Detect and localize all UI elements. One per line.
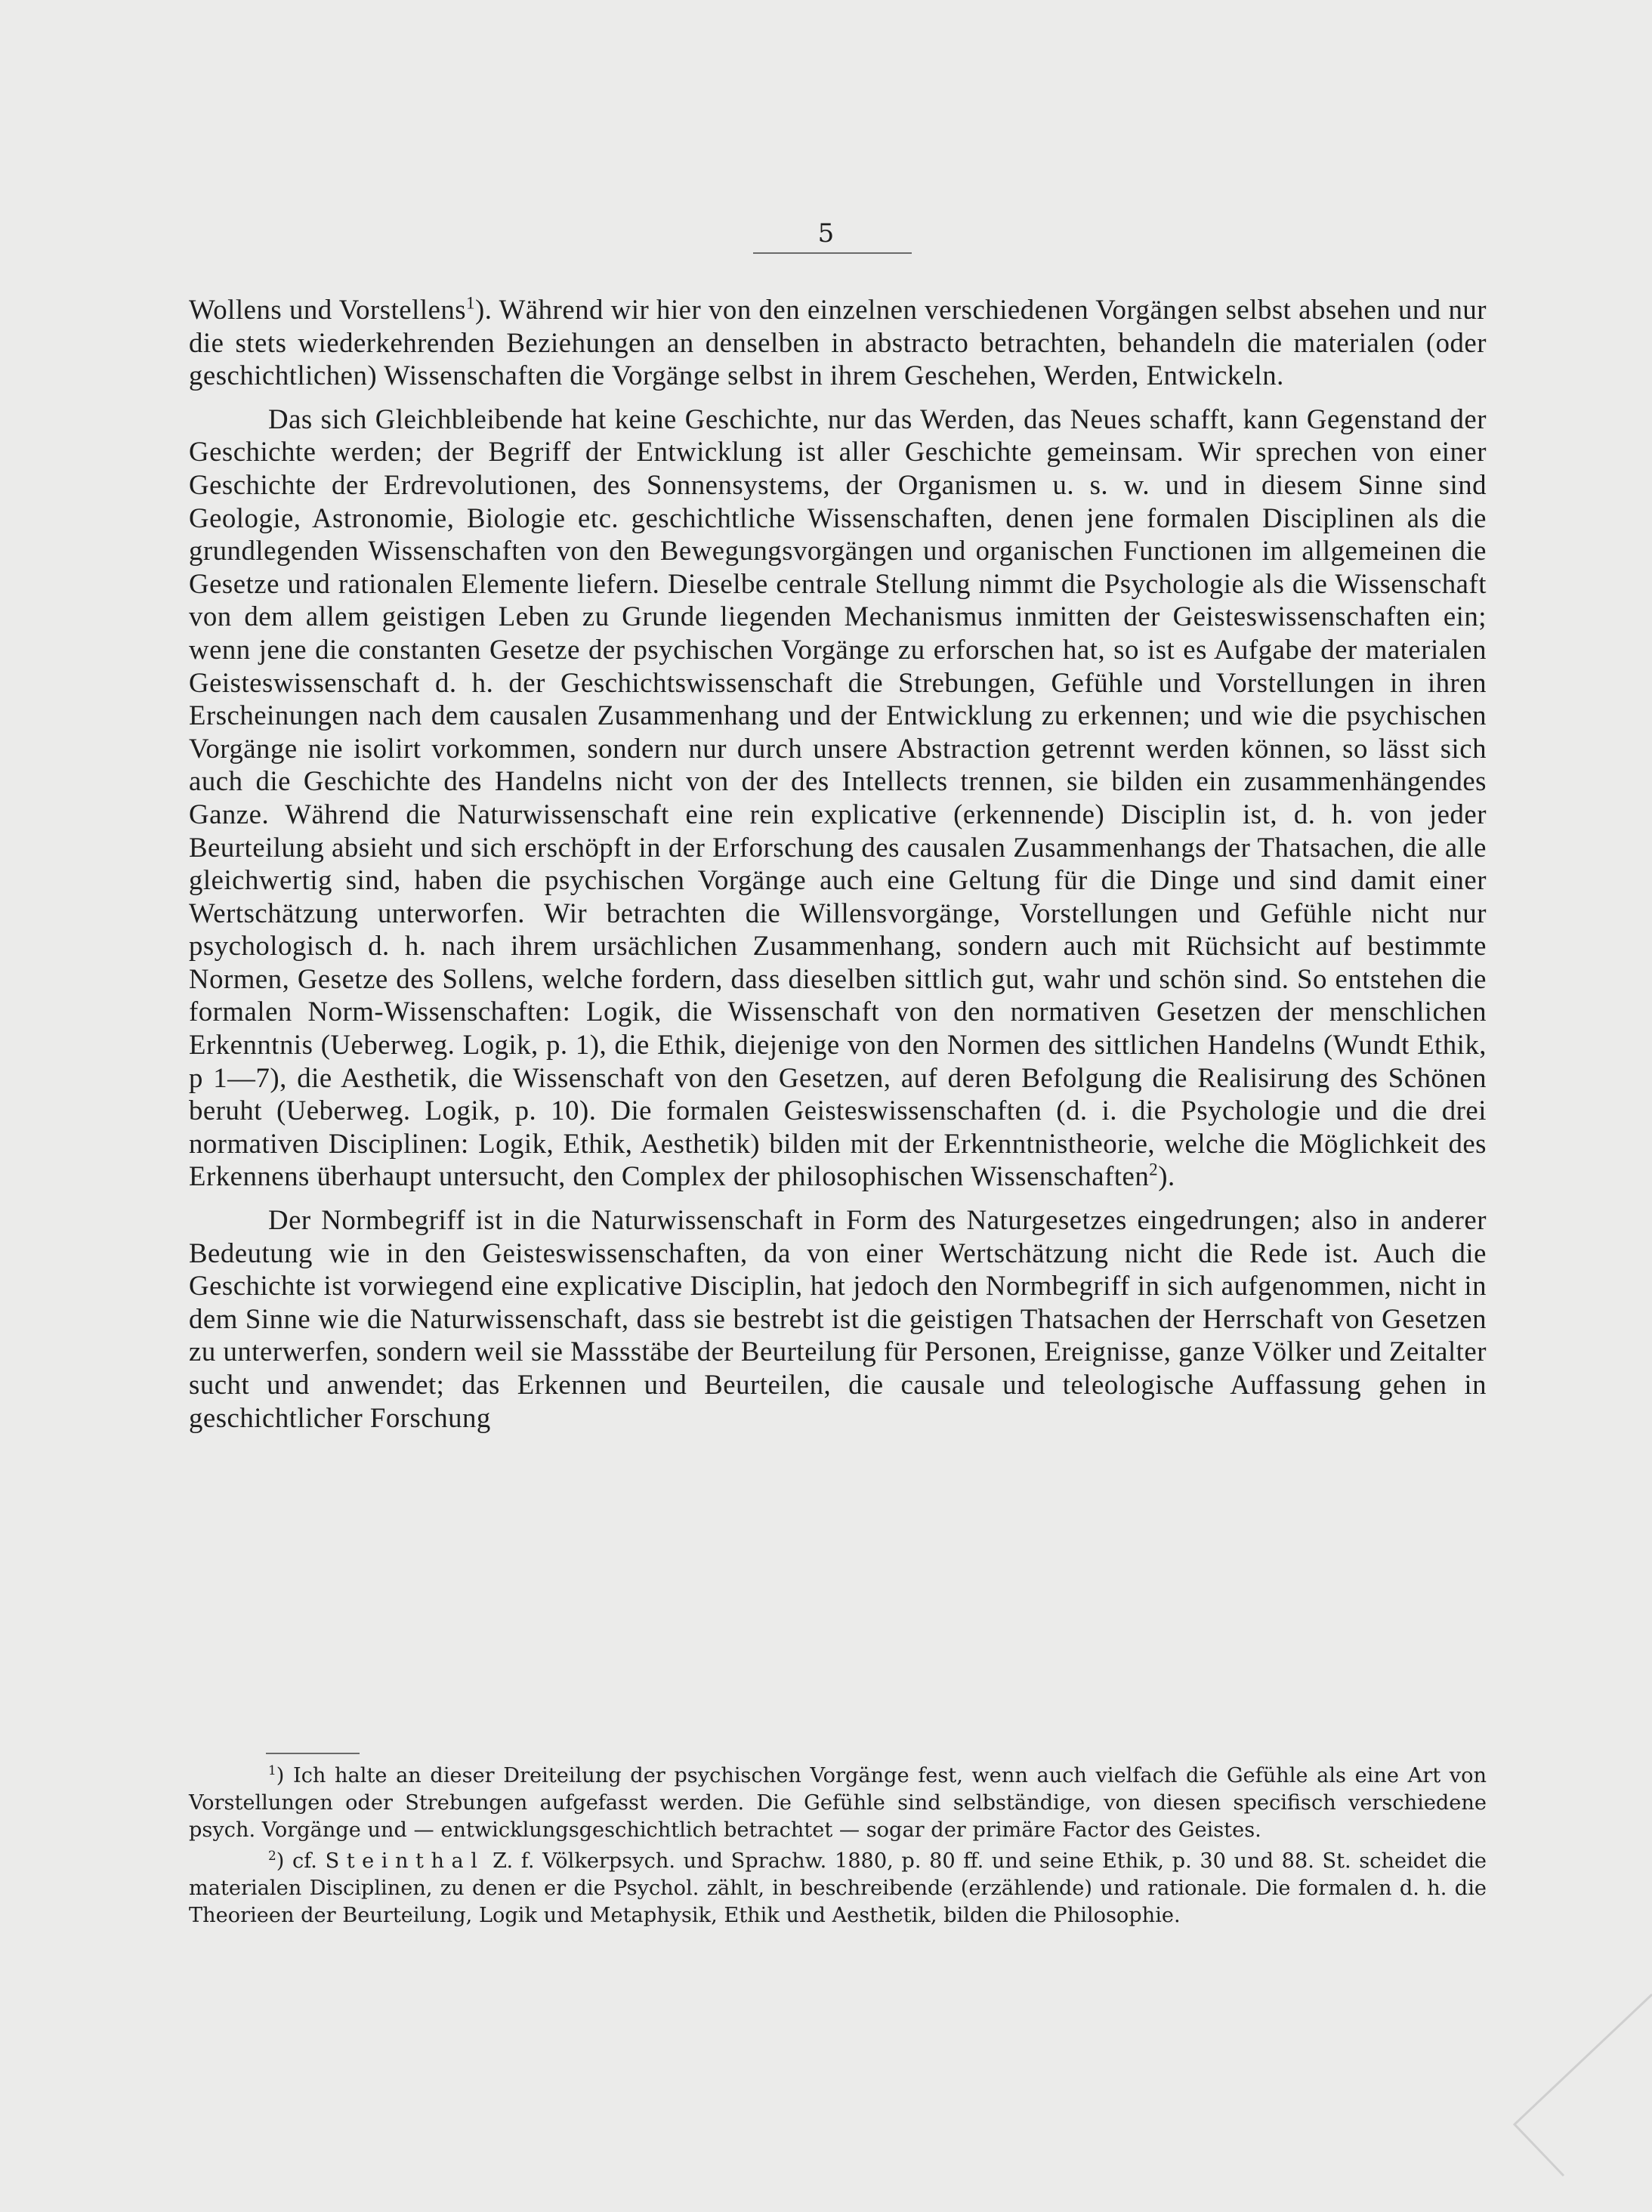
footnote-1-mark: 1 <box>268 1762 276 1778</box>
main-text <box>189 293 1487 1434</box>
paragraph-2 <box>189 403 1487 1193</box>
header-rule <box>753 252 912 254</box>
footnote-ref-1: 1 <box>466 293 476 313</box>
footnote-1 <box>189 1762 1487 1845</box>
paragraph-1-text: Wollens und Vorstellens <box>189 294 467 325</box>
footnote-2-author: Steinthal <box>325 1849 485 1873</box>
paragraph-2-end: ). <box>1158 1160 1175 1192</box>
paragraph-1-rest: ). Während wir hier von den einzelnen verschiedenen Vorgängen selbst absehen und nur die stets wiederkehrenden Beziehungen an denselben in abstracto betrachten, behandeln die materialen (oder geschichtlichen) Wissenschaften die Vorgänge selbst in ihrem Geschehen, Werden, Entwickeln. <box>189 294 1487 391</box>
footnotes <box>189 1762 1487 1929</box>
paragraph-2-text: Das sich Gleichbleibende hat keine Geschichte, nur das Werden, das Neues schafft, kann Gegenstand der Geschichte werden; der Begriff der Entwicklung ist aller Geschichte gemeinsam. Wir sprechen von einer Geschichte der Erdrevolutionen, des Sonnensystems, der Organismen u. s. w. und in diesem Sinne sind Geologie, Astronomie, Biologie etc. geschichtliche Wissenschaften, denen jene formalen Disciplinen als die grundlegenden Wissenschaften von den Bewegungsvorgängen und organischen Functionen im allgemeinen die Gesetze und rationalen Elemente liefern. Dieselbe centrale Stellung nimmt die Psychologie als die Wissenschaft von dem allem geistigen Leben zu Grunde liegenden Mechanismus inmitten der Geisteswissenschaften ein; wenn jene die constanten Gesetze der psychischen Vorgänge zu erforschen hat, so ist es Aufgabe der materialen Geisteswissenschaft d. h. der Geschichtswissenschaft die Strebungen, Gefühle und Vorstellungen in ihren Erscheinungen nach dem causalen Zusammenhang und der Entwicklung zu erkennen; und wie die psychischen Vorgänge nie isolirt vorkommen, sondern nur durch unsere Abstraction getrennt werden können, so lässt sich auch die Geschichte des Handelns nicht von der des Intellects trennen, sie bilden ein zusammenhängendes Ganze. Während die Naturwissenschaft eine rein explicative (erkennende) Disciplin ist, d. h. von jeder Beurteilung absieht und sich erschöpft in der Erforschung des causalen Zusammenhangs der Thatsachen, die alle gleichwertig sind, haben die psychischen Vorgänge auch eine Geltung für die Dinge und sind damit einer Wertschätzung unterworfen. Wir betrachten die Willensvorgänge, Vorstellungen und Gefühle nicht nur psychologisch d. h. nach ihrem ursächlichen Zusammenhang, sondern auch mit Rüchsicht auf bestimmte Normen, Gesetze des Sollens, welche fordern, dass dieselben sittlich gut, wahr und schön sind. So entstehen die formalen Norm-Wissenschaften: Logik, die Wissenschaft von den normativen Gesetzen der menschlichen Erkenntnis (Ueberweg. Logik, p. 1), die Ethik, diejenige von den Normen des sittlichen Handelns (Wundt Ethik, p 1—7), die Aesthetik, die Wissenschaft von den Gesetzen, auf deren Befolgung die Realisirung des Schönen beruht (Ueberweg. Logik, p. 10). Die formalen Geisteswissenschaften (d. i. die Psychologie und die drei normativen Disciplinen: Logik, Ethik, Aesthetik) bilden mit der Erkenntnistheorie, welche die Möglichkeit des Erkennens überhaupt untersucht, den Complex der philosophischen Wissenschaften <box>189 403 1487 1192</box>
footnote-2-prefix: ) cf. <box>276 1849 317 1873</box>
paragraph-3: Der Normbegriff ist in die Naturwissenschaft in Form des Naturgesetzes eingedrungen; also in anderer Bedeutung wie in den Geisteswissenschaften, da von einer Wertschätzung nicht die Rede ist. Auch die Geschichte ist vorwiegend eine explicative Disciplin, hat jedoch den Normbegriff in sich aufgenommen, nicht in dem Sinne wie die Naturwissenschaft, dass sie bestrebt ist die geistigen Thatsachen der Herrschaft von Gesetzen zu unterwerfen, sondern weil sie Massstäbe der Beurteilung für Personen, Ereignisse, ganze Völker und Zeitalter sucht und anwendet; das Erkennen und Beurteilen, die causale und teleologische Auffassung gehen in geschichtlicher Forschung <box>189 1204 1487 1433</box>
paragraph-1 <box>189 293 1487 392</box>
page-number: 5 <box>817 218 835 249</box>
footnote-2-text: Z. f. Völkerpsych. und Sprachw. 1880, p. 80 ff. und seine Ethik, p. 30 und 88. St. scheidet die materialen Disciplinen, zu denen er die Psychol. zählt, in beschreibende (erzählende) und rationale. Die formalen d. h. die Theorieen der Beurteilung, Logik und Metaphysik, Ethik und Aesthetik, bilden die Philosophie. <box>189 1849 1487 1928</box>
footnote-rule <box>266 1753 360 1754</box>
footnote-1-text: ) Ich halte an dieser Dreiteilung der psychischen Vorgänge fest, wenn auch vielfach die Gefühle als eine Art von Vorstellungen oder Strebungen aufgefasst werden. Die Gefühle sind selbständige, von diesen specifisch verschiedene psych. Vorgänge und — entwicklungsgeschichtlich betrachtet — sogar der primäre Factor des Geistes. <box>189 1764 1487 1843</box>
footnote-2 <box>189 1848 1487 1930</box>
footnote-ref-2: 2 <box>1149 1160 1159 1180</box>
footnote-2-mark: 2 <box>268 1847 276 1863</box>
